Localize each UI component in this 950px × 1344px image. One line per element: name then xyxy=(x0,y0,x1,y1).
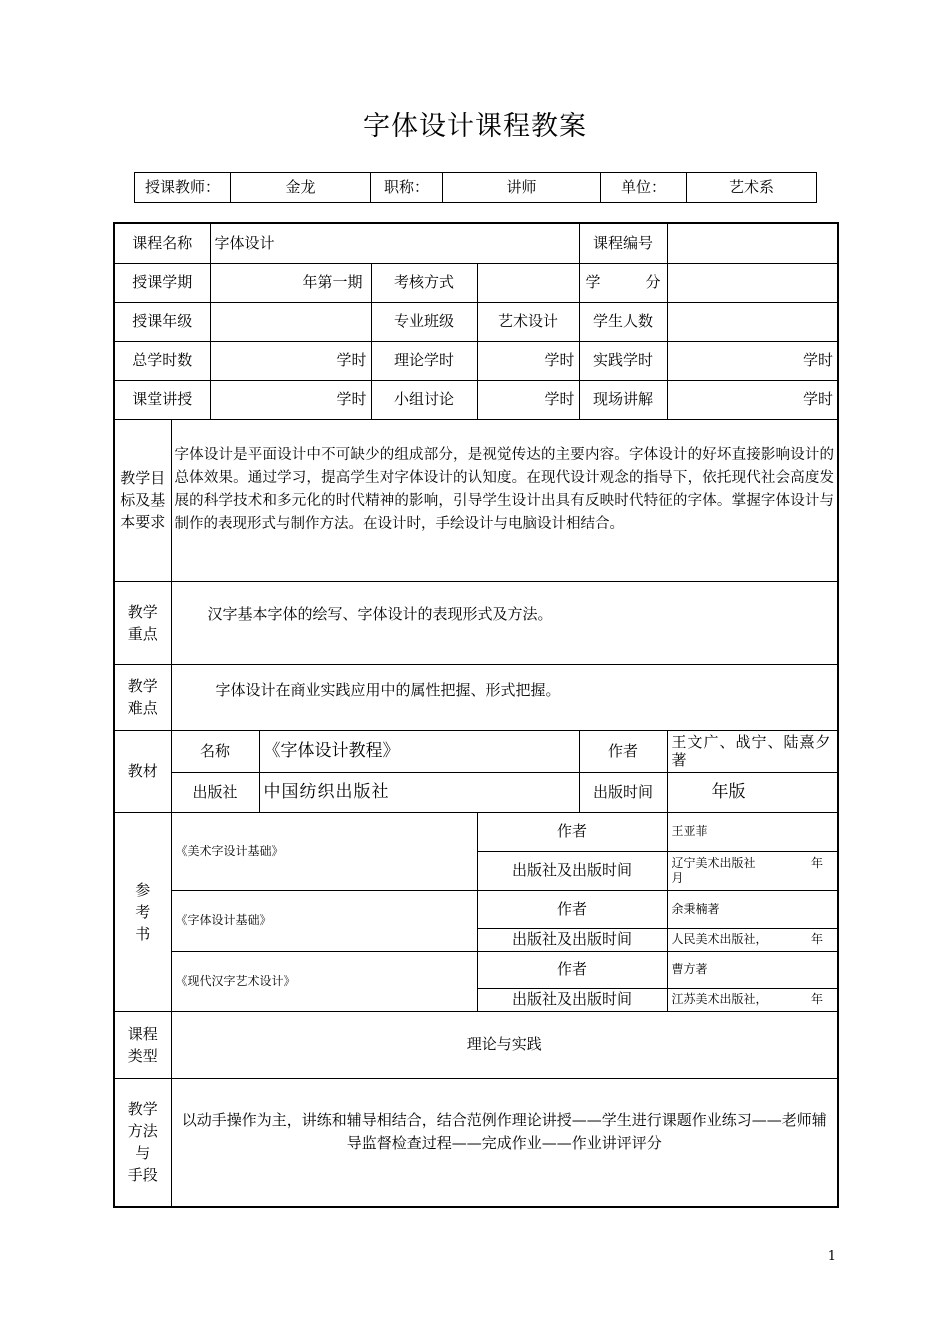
reference-author-3: 曹方著 xyxy=(667,951,838,988)
reference-pub-year-3: 年 xyxy=(811,992,824,1006)
course-type-label-line-1: 课程 xyxy=(127,1024,158,1043)
theory-hours-label: 理论学时 xyxy=(371,341,477,380)
page-title: 字体设计课程教案 xyxy=(363,111,587,142)
total-hours-label: 总学时数 xyxy=(114,341,210,380)
teacher-info-table xyxy=(134,172,817,203)
reference-pub-label-2: 出版社及出版时间 xyxy=(477,928,667,951)
practice-hours-value: 学时 xyxy=(667,341,838,380)
course-type-label-line-2: 类型 xyxy=(127,1046,158,1065)
methods-label xyxy=(114,1078,171,1207)
major-label: 专业班级 xyxy=(371,302,477,341)
reference-title-1: 《美术字设计基础》 xyxy=(171,812,477,890)
reference-author-1: 王亚菲 xyxy=(667,812,838,851)
reference-pub-label-1: 出版社及出版时间 xyxy=(477,851,667,890)
references-label xyxy=(114,812,171,1011)
objectives-label-line-3: 本要求 xyxy=(120,513,166,531)
textbook-pubtime-label: 出版时间 xyxy=(579,772,667,812)
course-type-label xyxy=(114,1011,171,1078)
textbook-author: 王文广、战宁、陆熹夕著 xyxy=(667,730,838,772)
methods-label-line-4: 手段 xyxy=(127,1166,158,1185)
references-label-line-2: 考 xyxy=(135,902,151,921)
reference-author-2: 余秉楠著 xyxy=(667,890,838,928)
students-label: 学生人数 xyxy=(579,302,667,341)
reference-pub-3 xyxy=(667,988,838,1011)
lecture-value: 学时 xyxy=(210,380,371,419)
textbook-name: 《字体设计教程》 xyxy=(259,730,579,772)
difficulties-text: 字体设计在商业实践应用中的属性把握、形式把握。 xyxy=(171,664,838,730)
onsite-value: 学时 xyxy=(667,380,838,419)
difficulties-label-line-2: 难点 xyxy=(127,699,158,717)
references-label-line-3: 书 xyxy=(135,924,151,943)
rank-value: 讲师 xyxy=(443,173,601,203)
grade-value xyxy=(210,302,371,341)
course-type-text: 理论与实践 xyxy=(171,1011,838,1078)
objectives-label-line-1: 教学目 xyxy=(120,469,166,487)
references-label-line-1: 参 xyxy=(135,880,151,899)
credit-value xyxy=(667,263,838,302)
objectives-text: 字体设计是平面设计中不可缺少的组成部分，是视觉传达的主要内容。字体设计的好坏直接影响设计的总体效果。通过学习，提高学生对字体设计的认知度。在现代设计观念的指导下，依托现代社会高度发展的科学技术和多元化的时代精神的影响，引导学生设计出具有反映时代特征的字体。掌握字体设计与制作的表现形式与制作方法。在设计时，手绘设计与电脑设计相结合。 xyxy=(171,419,838,581)
key-points-text: 汉字基本字体的绘写、字体设计的表现形式及方法。 xyxy=(171,581,838,664)
credit-label-part-1: 学 xyxy=(585,273,601,291)
methods-label-line-3: 与 xyxy=(135,1144,151,1163)
reference-title-2: 《字体设计基础》 xyxy=(171,890,477,951)
textbook-name-label: 名称 xyxy=(171,730,259,772)
reference-pub-year-2: 年 xyxy=(811,932,824,946)
exam-value xyxy=(477,263,579,302)
methods-label-line-1: 教学 xyxy=(127,1100,158,1119)
reference-author-label-1: 作者 xyxy=(477,812,667,851)
key-points-label-line-1: 教学 xyxy=(127,602,158,621)
exam-label: 考核方式 xyxy=(371,263,477,302)
reference-pub-2 xyxy=(667,928,838,951)
total-hours-value: 学时 xyxy=(210,341,371,380)
group-label: 小组讨论 xyxy=(371,380,477,419)
key-points-label-line-2: 重点 xyxy=(127,624,158,643)
lecture-label: 课堂讲授 xyxy=(114,380,210,419)
reference-pub-name-3: 江苏美术出版社， xyxy=(671,992,768,1006)
textbook-label: 教材 xyxy=(114,730,171,812)
textbook-author-label: 作者 xyxy=(579,730,667,772)
unit-value: 艺术系 xyxy=(687,173,817,203)
credit-label-part-2: 分 xyxy=(645,273,661,291)
reference-pub-month-1: 月 xyxy=(671,870,684,885)
key-points-label xyxy=(114,581,171,664)
reference-author-label-2: 作者 xyxy=(477,890,667,928)
course-name-label: 课程名称 xyxy=(114,223,210,263)
objectives-label-line-2: 标及基 xyxy=(120,491,166,509)
theory-hours-value: 学时 xyxy=(477,341,579,380)
semester-value: 年第一期 xyxy=(210,263,371,302)
group-value: 学时 xyxy=(477,380,579,419)
objectives-label xyxy=(114,419,171,581)
page-number: 1 xyxy=(827,1249,836,1264)
rank-label: 职称： xyxy=(371,173,443,203)
course-code-label: 课程编号 xyxy=(579,223,667,263)
reference-author-label-3: 作者 xyxy=(477,951,667,988)
methods-text: 以动手操作为主，讲练和辅导相结合，结合范例作理论讲授——学生进行课题作业练习——老师辅导监督检查过程——完成作业——作业讲评评分 xyxy=(171,1078,838,1207)
major-value: 艺术设计 xyxy=(477,302,579,341)
lesson-plan-table xyxy=(113,222,839,1208)
reference-pub-label-3: 出版社及出版时间 xyxy=(477,988,667,1011)
textbook-publisher-label: 出版社 xyxy=(171,772,259,812)
textbook-publisher: 中国纺织出版社 xyxy=(259,772,579,812)
practice-hours-label: 实践学时 xyxy=(579,341,667,380)
students-value xyxy=(667,302,838,341)
teacher-label: 授课教师： xyxy=(135,173,231,203)
teacher-value: 金龙 xyxy=(231,173,371,203)
course-code-value xyxy=(667,223,838,263)
reference-pub-1 xyxy=(667,851,838,890)
methods-label-line-2: 方法 xyxy=(127,1122,158,1141)
unit-label: 单位： xyxy=(601,173,687,203)
semester-label: 授课学期 xyxy=(114,263,210,302)
reference-pub-name-2: 人民美术出版社， xyxy=(671,932,768,946)
onsite-label: 现场讲解 xyxy=(579,380,667,419)
difficulties-label-line-1: 教学 xyxy=(127,677,158,695)
course-name-value: 字体设计 xyxy=(210,223,579,263)
grade-label: 授课年级 xyxy=(114,302,210,341)
credit-label xyxy=(579,263,667,302)
reference-pub-year-1: 年 xyxy=(811,855,824,870)
textbook-pubtime: 年版 xyxy=(667,772,838,812)
reference-pub-name-1: 辽宁美术出版社 xyxy=(671,855,756,870)
difficulties-label xyxy=(114,664,171,730)
reference-title-3: 《现代汉字艺术设计》 xyxy=(171,951,477,1011)
